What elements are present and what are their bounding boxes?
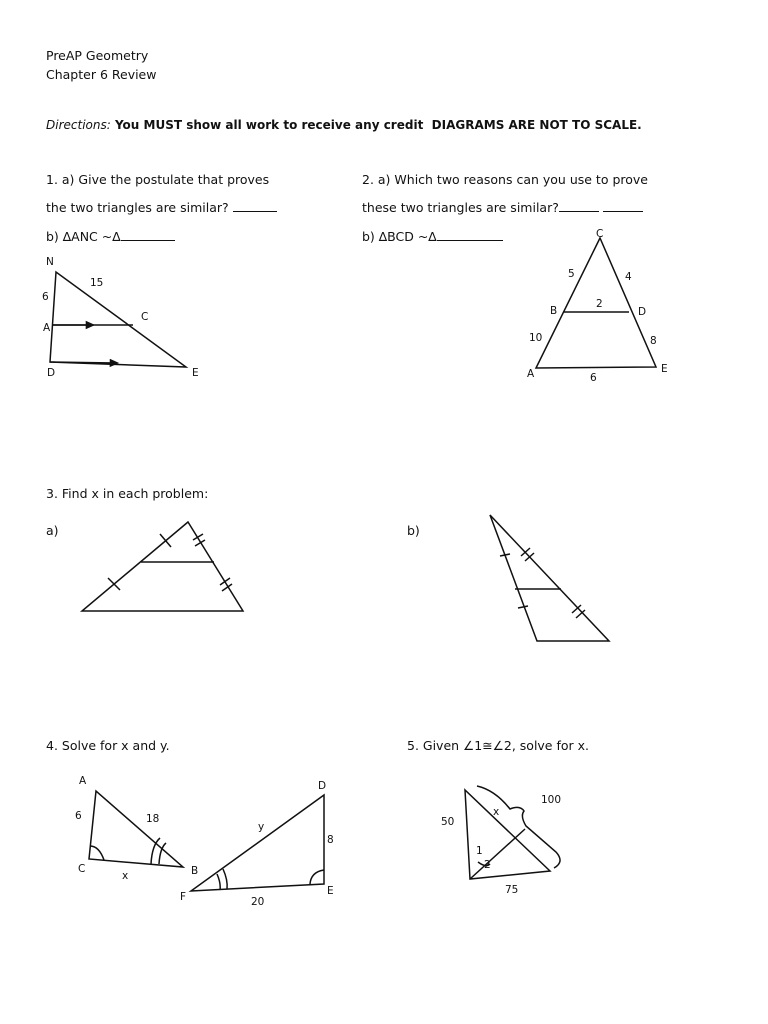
q4-triangle-fed bbox=[191, 795, 324, 891]
q1-label-n: N bbox=[46, 256, 54, 268]
q2-label-8: 8 bbox=[650, 335, 657, 347]
q3a-tick-lower-right-1 bbox=[220, 578, 230, 585]
q4-label-a: A bbox=[79, 775, 87, 787]
q1-label-c: C bbox=[141, 311, 149, 323]
q3-title: 3. Find x in each problem: bbox=[46, 486, 209, 501]
q3-part-a: a) bbox=[46, 523, 59, 538]
q3a-diagram bbox=[82, 522, 243, 611]
q4-title: 4. Solve for x and y. bbox=[46, 738, 170, 753]
q5-label-50: 50 bbox=[441, 816, 455, 828]
q4-label-y: y bbox=[258, 821, 265, 833]
q2-label-b: B bbox=[550, 305, 558, 317]
q2-line1: 2. a) Which two reasons can you use to prove bbox=[362, 172, 648, 187]
q1-label-d: D bbox=[47, 367, 56, 379]
q2-label-d: D bbox=[638, 306, 647, 318]
directions-work: show all work to receive any credit bbox=[186, 118, 424, 132]
directions-label: Directions: bbox=[46, 118, 111, 132]
directions-scale: DIAGRAMS ARE NOT TO SCALE. bbox=[431, 118, 642, 132]
q3b-tick-upper-left bbox=[500, 554, 510, 556]
q4-label-f: F bbox=[180, 891, 187, 903]
q2-label-10: 10 bbox=[529, 332, 543, 344]
q5-triangle bbox=[465, 790, 550, 879]
chapter-title: Chapter 6 Review bbox=[46, 67, 157, 82]
q4-label-x: x bbox=[122, 870, 129, 882]
q1-line1: 1. a) Give the postulate that proves bbox=[46, 172, 270, 187]
q2-label-2: 2 bbox=[596, 298, 603, 310]
q3-part-b: b) bbox=[407, 523, 420, 538]
q2-label-a: A bbox=[527, 368, 535, 380]
q2-label-4: 4 bbox=[625, 271, 632, 283]
q1-parallel-arrow-de bbox=[50, 362, 116, 363]
q4-angle-e bbox=[310, 870, 324, 884]
q5-label-1: 1 bbox=[476, 845, 483, 857]
q2-line3-text: b) ∆BCD ~∆ bbox=[362, 229, 437, 244]
q2-label-5: 5 bbox=[568, 268, 575, 280]
q4-label-8: 8 bbox=[327, 834, 334, 846]
q4-label-d: D bbox=[318, 780, 327, 792]
q4-label-6: 6 bbox=[75, 810, 82, 822]
q2-label-e: E bbox=[661, 363, 668, 375]
q4-label-20: 20 bbox=[251, 896, 265, 908]
q2-line2-text: these two triangles are similar? bbox=[362, 200, 559, 215]
q4-angle-f-2 bbox=[217, 874, 220, 890]
q5-label-x: x bbox=[493, 806, 500, 818]
course-title: PreAP Geometry bbox=[46, 48, 149, 63]
q1-label-15: 15 bbox=[90, 277, 104, 289]
q1-line2-text: the two triangles are similar? bbox=[46, 200, 229, 215]
q4-triangle-acb bbox=[89, 791, 183, 867]
q4-angle-c bbox=[90, 846, 104, 860]
q4-label-e: E bbox=[327, 885, 334, 897]
q4-angle-f-1 bbox=[223, 869, 227, 889]
q5-label-100: 100 bbox=[541, 794, 562, 806]
q3b-tick-lower-left bbox=[518, 606, 528, 608]
q4-label-c: C bbox=[78, 863, 86, 875]
q3b-diagram bbox=[490, 515, 609, 641]
q1-label-6: 6 bbox=[42, 291, 49, 303]
q1-triangle-nde bbox=[50, 272, 186, 367]
q4-label-b: B bbox=[191, 865, 199, 877]
q4-label-18: 18 bbox=[146, 813, 160, 825]
q3b-triangle bbox=[490, 515, 609, 641]
directions-must: You MUST bbox=[114, 118, 183, 132]
q2-label-6: 6 bbox=[590, 372, 597, 384]
q1-line3-text: b) ∆ANC ~∆ bbox=[46, 229, 121, 244]
q5-title: 5. Given ∠1≅∠2, solve for x. bbox=[407, 738, 590, 753]
q5-label-75: 75 bbox=[505, 884, 519, 896]
q1-label-e: E bbox=[192, 367, 199, 379]
q2-label-c: C bbox=[596, 228, 604, 240]
q1-diagram bbox=[50, 272, 186, 367]
q5-label-2: 2 bbox=[484, 859, 491, 871]
q3a-triangle bbox=[82, 522, 243, 611]
q1-label-a: A bbox=[43, 322, 51, 334]
